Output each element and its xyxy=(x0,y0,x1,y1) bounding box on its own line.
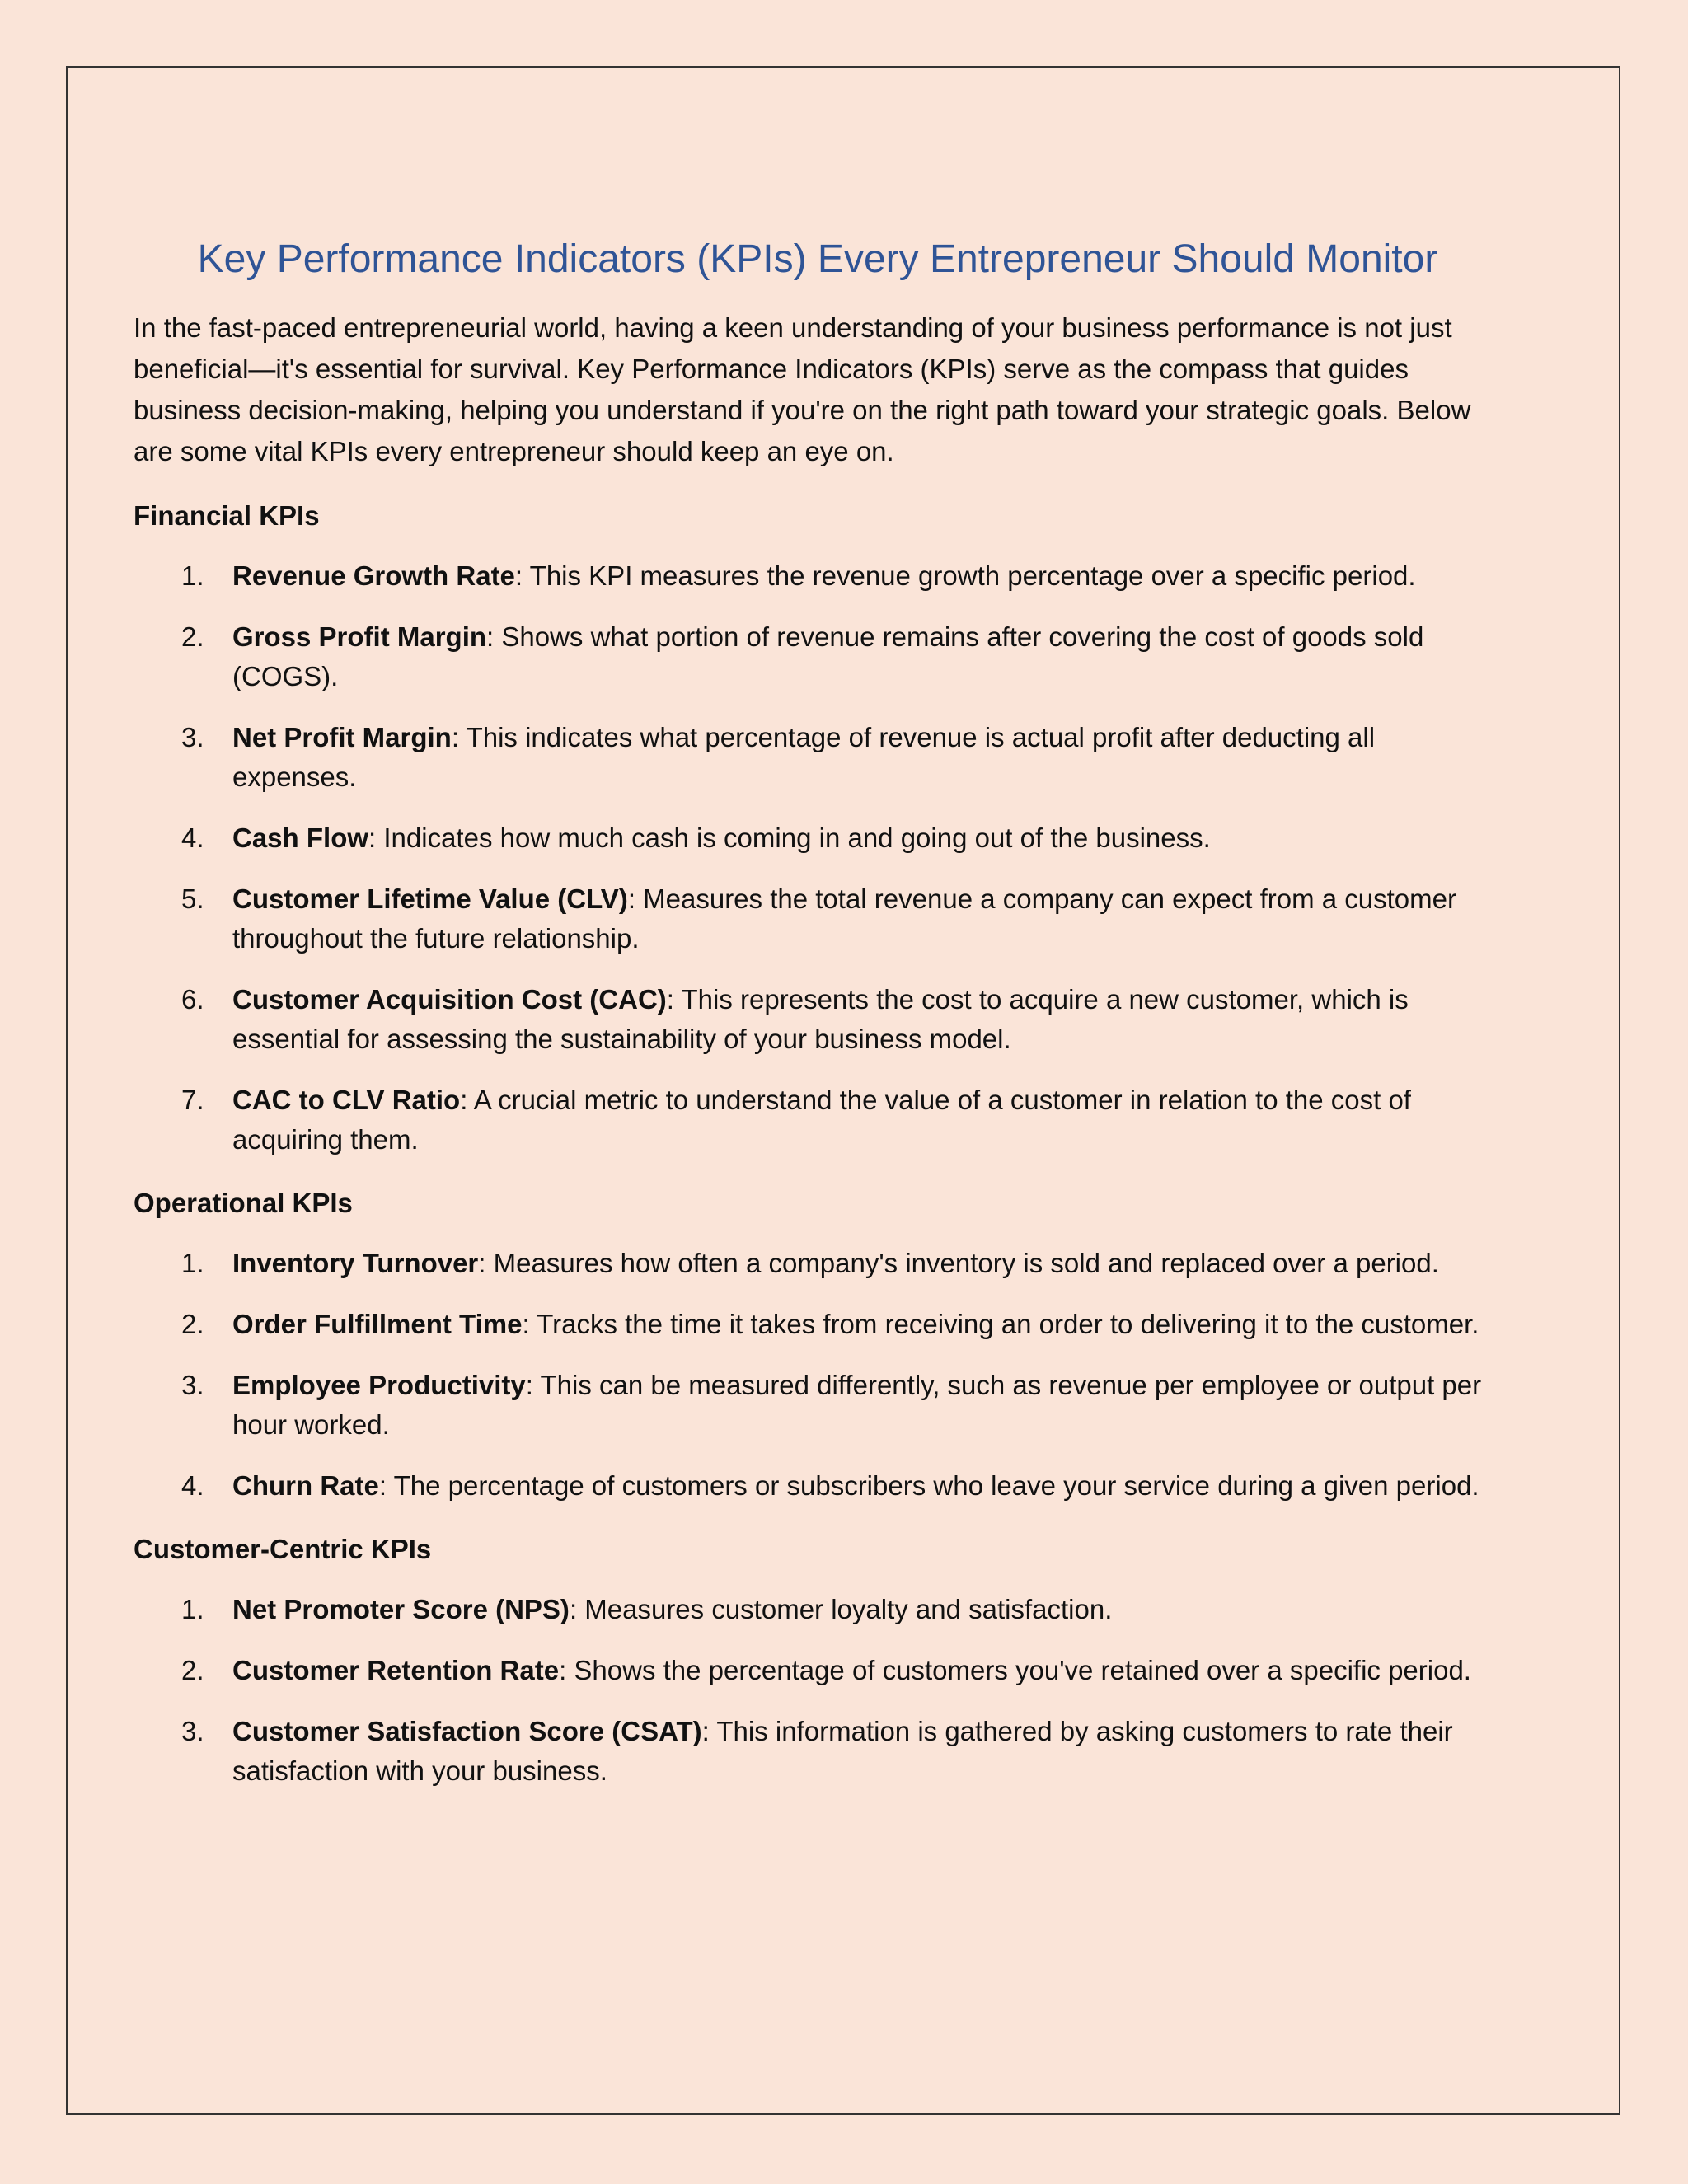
list-item xyxy=(134,1366,1502,1445)
item-description: : Measures customer loyalty and satisfaction. xyxy=(569,1594,1113,1624)
item-number: 4. xyxy=(181,1470,204,1501)
item-number: 3. xyxy=(181,722,204,752)
list-item xyxy=(134,718,1502,797)
list-item xyxy=(134,1651,1502,1690)
item-number: 5. xyxy=(181,883,204,914)
item-description: : This represents the cost to acquire a new customer, which is essential for assessing the sustainability of your business model. xyxy=(232,984,1409,1054)
item-number: 7. xyxy=(181,1085,204,1115)
section-customer-centric-kpis xyxy=(134,1530,1502,1791)
section-financial-kpis xyxy=(134,497,1502,1160)
item-description: : This information is gathered by asking customers to rate their satisfaction with your business. xyxy=(232,1716,1453,1786)
item-description: : This can be measured differently, such as revenue per employee or output per hour worked. xyxy=(232,1370,1482,1440)
item-number: 3. xyxy=(181,1716,204,1746)
item-name: Order Fulfillment Time xyxy=(232,1309,523,1339)
item-description: : Shows what portion of revenue remains after covering the cost of goods sold (COGS). xyxy=(232,621,1424,691)
item-name: Gross Profit Margin xyxy=(232,621,487,652)
item-number: 2. xyxy=(181,1655,204,1685)
item-number: 6. xyxy=(181,984,204,1015)
kpi-list xyxy=(134,1244,1502,1506)
item-number: 1. xyxy=(181,1594,204,1624)
kpi-list xyxy=(134,1590,1502,1791)
item-description: : Indicates how much cash is coming in and going out of the business. xyxy=(368,823,1211,853)
section-operational-kpis xyxy=(134,1184,1502,1506)
item-name: Inventory Turnover xyxy=(232,1248,479,1278)
item-name: Net Promoter Score (NPS) xyxy=(232,1594,570,1624)
list-item xyxy=(134,1466,1502,1506)
item-number: 1. xyxy=(181,560,204,591)
item-name: Cash Flow xyxy=(232,823,369,853)
item-description: : The percentage of customers or subscribers who leave your service during a given period. xyxy=(378,1470,1479,1501)
kpi-list xyxy=(134,556,1502,1160)
item-name: CAC to CLV Ratio xyxy=(232,1085,461,1115)
item-number: 2. xyxy=(181,1309,204,1339)
item-number: 3. xyxy=(181,1370,204,1400)
item-description: : Measures the total revenue a company can expect from a customer throughout the future relationship. xyxy=(232,883,1456,954)
document-body xyxy=(134,233,1502,1791)
list-item xyxy=(134,980,1502,1059)
item-name: Churn Rate xyxy=(232,1470,379,1501)
list-item xyxy=(134,818,1502,858)
item-description: : Shows the percentage of customers you've retained over a specific period. xyxy=(559,1655,1471,1685)
item-description: : Measures how often a company's inventory is sold and replaced over a period. xyxy=(478,1248,1439,1278)
list-item xyxy=(134,617,1502,696)
item-description: : Tracks the time it takes from receiving an order to delivering it to the customer. xyxy=(522,1309,1479,1339)
list-item xyxy=(134,1244,1502,1283)
item-number: 2. xyxy=(181,621,204,652)
item-name: Customer Satisfaction Score (CSAT) xyxy=(232,1716,702,1746)
item-description: : This indicates what percentage of revenue is actual profit after deducting all expenses. xyxy=(232,722,1376,792)
item-description: : This KPI measures the revenue growth percentage over a specific period. xyxy=(514,560,1416,591)
item-name: Customer Acquisition Cost (CAC) xyxy=(232,984,667,1015)
page-title: Key Performance Indicators (KPIs) Every Entrepreneur Should Monitor xyxy=(197,237,1438,281)
list-item xyxy=(134,1712,1502,1791)
section-heading: Customer-Centric KPIs xyxy=(134,1534,432,1564)
list-item xyxy=(134,1080,1502,1160)
item-name: Revenue Growth Rate xyxy=(232,560,515,591)
item-name: Net Profit Margin xyxy=(232,722,452,752)
item-number: 1. xyxy=(181,1248,204,1278)
section-heading: Financial KPIs xyxy=(134,500,320,531)
item-name: Customer Lifetime Value (CLV) xyxy=(232,883,628,914)
list-item xyxy=(134,556,1502,596)
list-item xyxy=(134,879,1502,958)
item-description: : A crucial metric to understand the value of a customer in relation to the cost of acquiring them. xyxy=(232,1085,1411,1155)
section-heading: Operational KPIs xyxy=(134,1188,353,1218)
list-item xyxy=(134,1305,1502,1344)
item-name: Employee Productivity xyxy=(232,1370,526,1400)
item-number: 4. xyxy=(181,823,204,853)
item-name: Customer Retention Rate xyxy=(232,1655,560,1685)
intro-paragraph: In the fast-paced entrepreneurial world, having a keen understanding of your business performance is not just beneficial—it's essential for survival. Key Performance Indicators (KPIs) serve as the compass that guides business decision-making, helping you understand if you're on the right path toward your strategic goals. Below are some vital KPIs every entrepreneur should keep an eye on. xyxy=(134,312,1471,466)
list-item xyxy=(134,1590,1502,1629)
